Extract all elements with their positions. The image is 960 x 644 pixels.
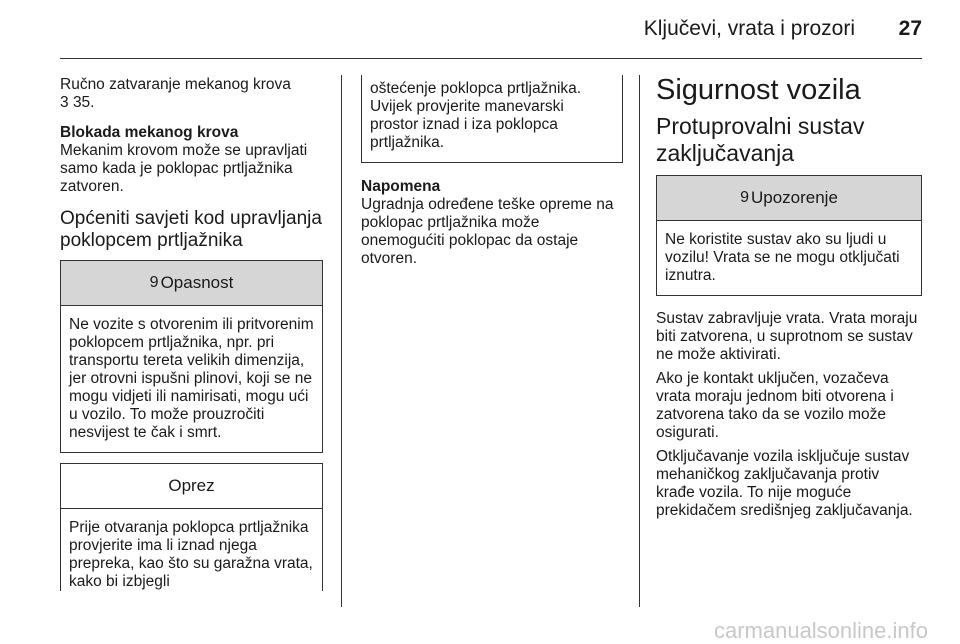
reference-page: 35. — [72, 94, 95, 111]
warning-triangle-icon: 9 — [149, 274, 159, 291]
header-divider — [60, 58, 922, 59]
warning-box-header — [657, 176, 921, 221]
caution-title: Oprez — [168, 476, 215, 495]
caution-box — [60, 463, 323, 591]
column-1 — [60, 76, 323, 591]
column-3 — [656, 73, 922, 520]
warning-body: Ne koristite sustav ako su ljudi u vozilu! Vrata se ne mogu otključati iznutra. — [665, 231, 900, 284]
warning-box — [656, 175, 922, 296]
section-heading: Općeniti savjeti kod upravljanja poklopcem prtljažnika — [60, 208, 322, 251]
section-subtitle: Protuprovalni sustav zaključavanja — [656, 113, 865, 166]
caution-box-continued — [361, 75, 623, 163]
warning-triangle-icon: 9 — [740, 189, 749, 206]
column-divider-2 — [639, 75, 640, 607]
column-2 — [361, 75, 623, 268]
reference-arrow-icon: 3 — [60, 94, 69, 111]
intro-text: Ručno zatvaranje mekanog krova — [60, 76, 291, 93]
note-body: Ugradnja određene teške opreme na poklopac prtljažnika može onemogućiti poklopac da ostaje otvoren. — [361, 196, 614, 267]
caution-continued-body: oštećenje poklopca prtljažnika. Uvijek provjerite manevarski prostor iznad i iza poklopca prtljažnika. — [370, 80, 582, 151]
page-reference[interactable] — [60, 94, 323, 112]
paragraph-2: Ako je kontakt uključen, vozačeva vrata moraju jednom biti otvorena i zatvorena tako da se vozilo može osigurati. — [656, 370, 894, 441]
subheading-text: Mekanim krovom može se upravljati samo kada je poklopac prtljažnika zatvoren. — [60, 142, 308, 195]
caution-box-header — [61, 464, 322, 509]
paragraph-3: Otključavanje vozila isključuje sustav mehaničkog zaključavanja protiv krađe vozila. To nije moguće prekidačem središnjeg zaključavanja. — [656, 448, 913, 519]
warning-title: Upozorenje — [750, 188, 838, 207]
danger-title: Opasnost — [160, 273, 234, 292]
danger-box-header — [61, 261, 322, 306]
section-title: Sigurnost vozila — [656, 74, 861, 106]
danger-box — [60, 260, 323, 453]
subheading: Blokada mekanog krova — [60, 124, 239, 141]
watermark: carmanualsonline.info — [713, 618, 928, 643]
page-header-title: Ključevi, vrata i prozori — [643, 17, 855, 40]
paragraph-1: Sustav zabravljuje vrata. Vrata moraju biti zatvorena, u suprotnom se sustav ne može aktivirati. — [656, 310, 918, 363]
danger-body: Ne vozite s otvorenim ili pritvorenim poklopcem prtljažnika, npr. pri transportu tereta velikih dimenzija, jer otrovni ispušni plinovi, koji se ne mogu vidjeti ili namirisati, mogu ući u vozilo. To može prouzročiti nesvijest te čak i smrt. — [69, 316, 314, 441]
caution-body: Prije otvaranja poklopca prtljažnika provjerite ima li iznad njega prepreka, kao što su garažna vrata, kako bi izbjegli — [69, 519, 313, 590]
note-title: Napomena — [361, 178, 441, 195]
page-number: 27 — [898, 17, 922, 40]
column-divider-1 — [341, 75, 342, 607]
